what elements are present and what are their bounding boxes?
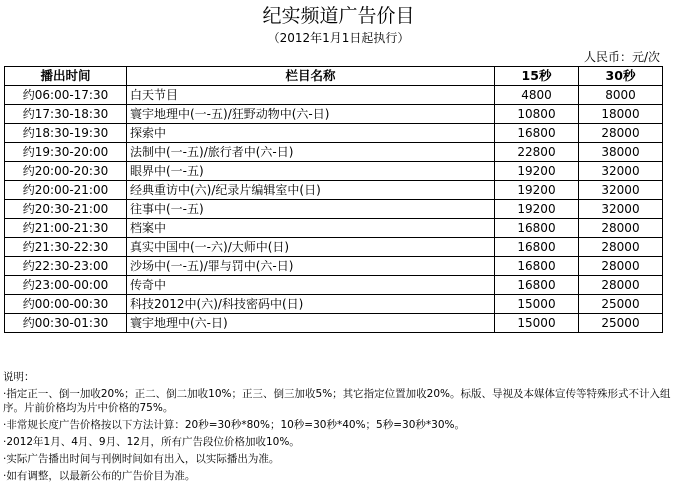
time-cell: 约00:00-00:30 [5, 295, 127, 314]
table-row [5, 219, 663, 238]
price-table [4, 66, 663, 333]
time-cell: 约00:30-01:30 [5, 314, 127, 333]
price-30s-cell: 28000 [579, 219, 663, 238]
page-title: 纪实频道广告价目 [262, 5, 415, 27]
program-cell: 寰宇地理中(六-日) [127, 314, 495, 333]
program-cell: 真实中国中(一-六)/大师中(日) [127, 238, 495, 257]
price-15s-cell: 19200 [495, 200, 579, 219]
program-cell: 寰宇地理中(一-五)/狂野动物中(六-日) [127, 105, 495, 124]
note-item: ·非常规长度广告价格按以下方法计算：20秒=30秒*80%；10秒=30秒*40%；5秒=30秒*30%。 [3, 419, 465, 431]
price-30s-cell: 8000 [579, 86, 663, 105]
table-row [5, 238, 663, 257]
price-30s-cell: 32000 [579, 200, 663, 219]
table-row [5, 143, 663, 162]
notes-heading: 说明： [3, 371, 35, 383]
table-row [5, 276, 663, 295]
time-cell: 约18:30-19:30 [5, 124, 127, 143]
time-cell: 约17:30-18:30 [5, 105, 127, 124]
note-item: ·指定正一、倒一加收20%；正二、倒二加收10%；正三、倒三加收5%；其它指定位置加收20%。标版、导视及本媒体宣传等特殊形式不计入组序。片前价格均为片中价格的75%。 [3, 388, 671, 414]
col-header-30s: 30秒 [579, 67, 663, 86]
time-cell: 约06:00-17:30 [5, 86, 127, 105]
price-15s-cell: 10800 [495, 105, 579, 124]
program-cell: 沙场中(一-五)/罪与罚中(六-日) [127, 257, 495, 276]
price-30s-cell: 32000 [579, 162, 663, 181]
col-header-time: 播出时间 [5, 67, 127, 86]
program-cell: 白天节目 [127, 86, 495, 105]
price-30s-cell: 28000 [579, 124, 663, 143]
time-cell: 约20:30-21:00 [5, 200, 127, 219]
time-cell: 约19:30-20:00 [5, 143, 127, 162]
effective-date: （2012年1月1日起执行） [267, 31, 410, 45]
program-cell: 科技2012中(六)/科技密码中(日) [127, 295, 495, 314]
program-cell: 档案中 [127, 219, 495, 238]
price-15s-cell: 4800 [495, 86, 579, 105]
time-cell: 约20:00-20:30 [5, 162, 127, 181]
note-item: ·如有调整，以最新公布的广告价目为准。 [3, 470, 196, 482]
table-row [5, 314, 663, 333]
price-30s-cell: 28000 [579, 238, 663, 257]
time-cell: 约21:30-22:30 [5, 238, 127, 257]
price-15s-cell: 16800 [495, 276, 579, 295]
time-cell: 约23:00-00:00 [5, 276, 127, 295]
price-15s-cell: 19200 [495, 181, 579, 200]
program-cell: 往事中(一-五) [127, 200, 495, 219]
price-30s-cell: 25000 [579, 295, 663, 314]
program-cell: 探索中 [127, 124, 495, 143]
program-cell: 经典重访中(六)/纪录片编辑室中(日) [127, 181, 495, 200]
table-row [5, 105, 663, 124]
price-15s-cell: 16800 [495, 238, 579, 257]
price-30s-cell: 28000 [579, 257, 663, 276]
note-item: ·2012年1月、4月、9月、12月，所有广告段位价格加收10%。 [3, 436, 300, 448]
program-cell: 法制中(一-五)/旅行者中(六-日) [127, 143, 495, 162]
price-30s-cell: 28000 [579, 276, 663, 295]
table-header-row [5, 67, 663, 86]
price-15s-cell: 16800 [495, 219, 579, 238]
price-15s-cell: 19200 [495, 162, 579, 181]
notes-section [3, 370, 675, 486]
col-header-15s: 15秒 [495, 67, 579, 86]
time-cell: 约20:00-21:00 [5, 181, 127, 200]
notes-list [3, 387, 675, 483]
price-15s-cell: 16800 [495, 257, 579, 276]
table-row [5, 181, 663, 200]
currency-unit: 人民币：元/次 [583, 50, 660, 64]
table-row [5, 200, 663, 219]
price-15s-cell: 15000 [495, 295, 579, 314]
price-15s-cell: 22800 [495, 143, 579, 162]
price-15s-cell: 16800 [495, 124, 579, 143]
price-30s-cell: 18000 [579, 105, 663, 124]
price-30s-cell: 25000 [579, 314, 663, 333]
note-item: ·实际广告播出时间与刊例时间如有出入，以实际播出为准。 [3, 453, 280, 465]
table-row [5, 86, 663, 105]
price-15s-cell: 15000 [495, 314, 579, 333]
table-row [5, 295, 663, 314]
time-cell: 约21:00-21:30 [5, 219, 127, 238]
price-30s-cell: 32000 [579, 181, 663, 200]
price-30s-cell: 38000 [579, 143, 663, 162]
table-row [5, 162, 663, 181]
table-body [5, 86, 663, 333]
col-header-program: 栏目名称 [127, 67, 495, 86]
program-cell: 传奇中 [127, 276, 495, 295]
table-row [5, 124, 663, 143]
program-cell: 眼界中(一-五) [127, 162, 495, 181]
table-row [5, 257, 663, 276]
time-cell: 约22:30-23:00 [5, 257, 127, 276]
